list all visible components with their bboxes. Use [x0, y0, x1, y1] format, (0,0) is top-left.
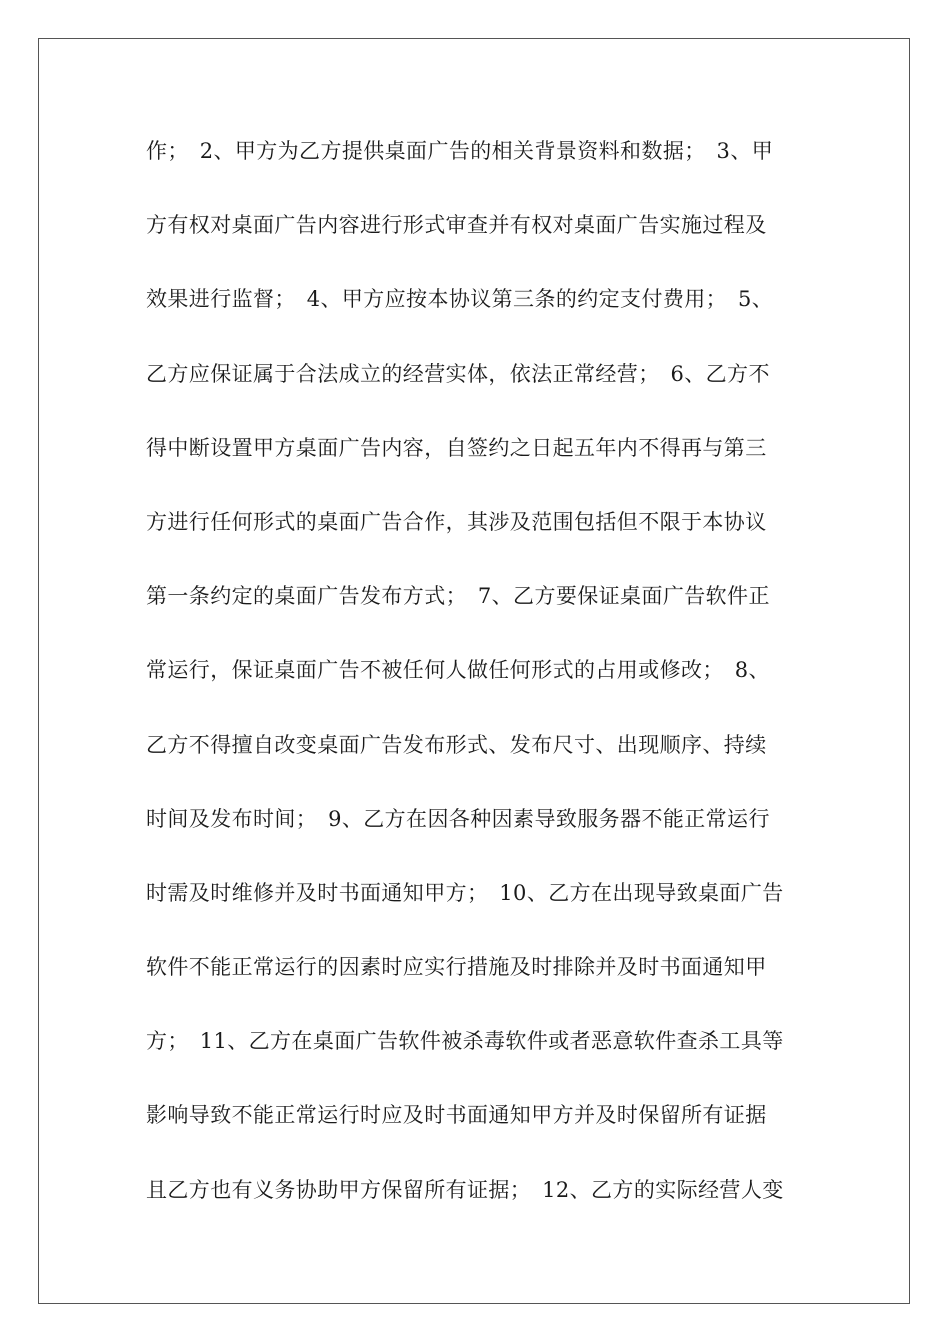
- text-line-6: 方进行任何形式的桌面广告合作，其涉及范围包括但不限于本协议: [146, 509, 767, 534]
- text-line-10: 时间及发布时间； 9、乙方在因各种因素导致服务器不能正常运行: [146, 806, 770, 831]
- document-body: [146, 131, 806, 1244]
- text-line-14: 影响导致不能正常运行时应及时书面通知甲方并及时保留所有证据: [146, 1103, 767, 1128]
- text-line-3: 效果进行监督； 4、甲方应按本协议第三条的约定支付费用； 5、: [146, 287, 774, 312]
- text-line-15: 且乙方也有义务协助甲方保留所有证据； 12、乙方的实际经营人变: [146, 1177, 784, 1202]
- text-line-11: 时需及时维修并及时书面通知甲方； 10、乙方在出现导致桌面广告: [146, 880, 784, 905]
- text-line-5: 得中断设置甲方桌面广告内容，自签约之日起五年内不得再与第三: [146, 435, 767, 460]
- text-line-7: 第一条约定的桌面广告发布方式； 7、乙方要保证桌面广告软件正: [146, 584, 770, 609]
- text-line-9: 乙方不得擅自改变桌面广告发布形式、发布尺寸、出现顺序、持续: [146, 732, 767, 757]
- text-line-13: 方； 11、乙方在桌面广告软件被杀毒软件或者恶意软件查杀工具等: [146, 1029, 784, 1054]
- text-line-1: 作； 2、甲方为乙方提供桌面广告的相关背景资料和数据； 3、甲: [146, 139, 774, 163]
- text-line-8: 常运行，保证桌面广告不被任何人做任何形式的占用或修改； 8、: [146, 658, 770, 683]
- text-line-4: 乙方应保证属于合法成立的经营实体，依法正常经营； 6、乙方不: [146, 361, 770, 386]
- text-line-12: 软件不能正常运行的因素时应实行措施及时排除并及时书面通知甲: [146, 955, 767, 980]
- text-line-2: 方有权对桌面广告内容进行形式审查并有权对桌面广告实施过程及: [146, 213, 767, 238]
